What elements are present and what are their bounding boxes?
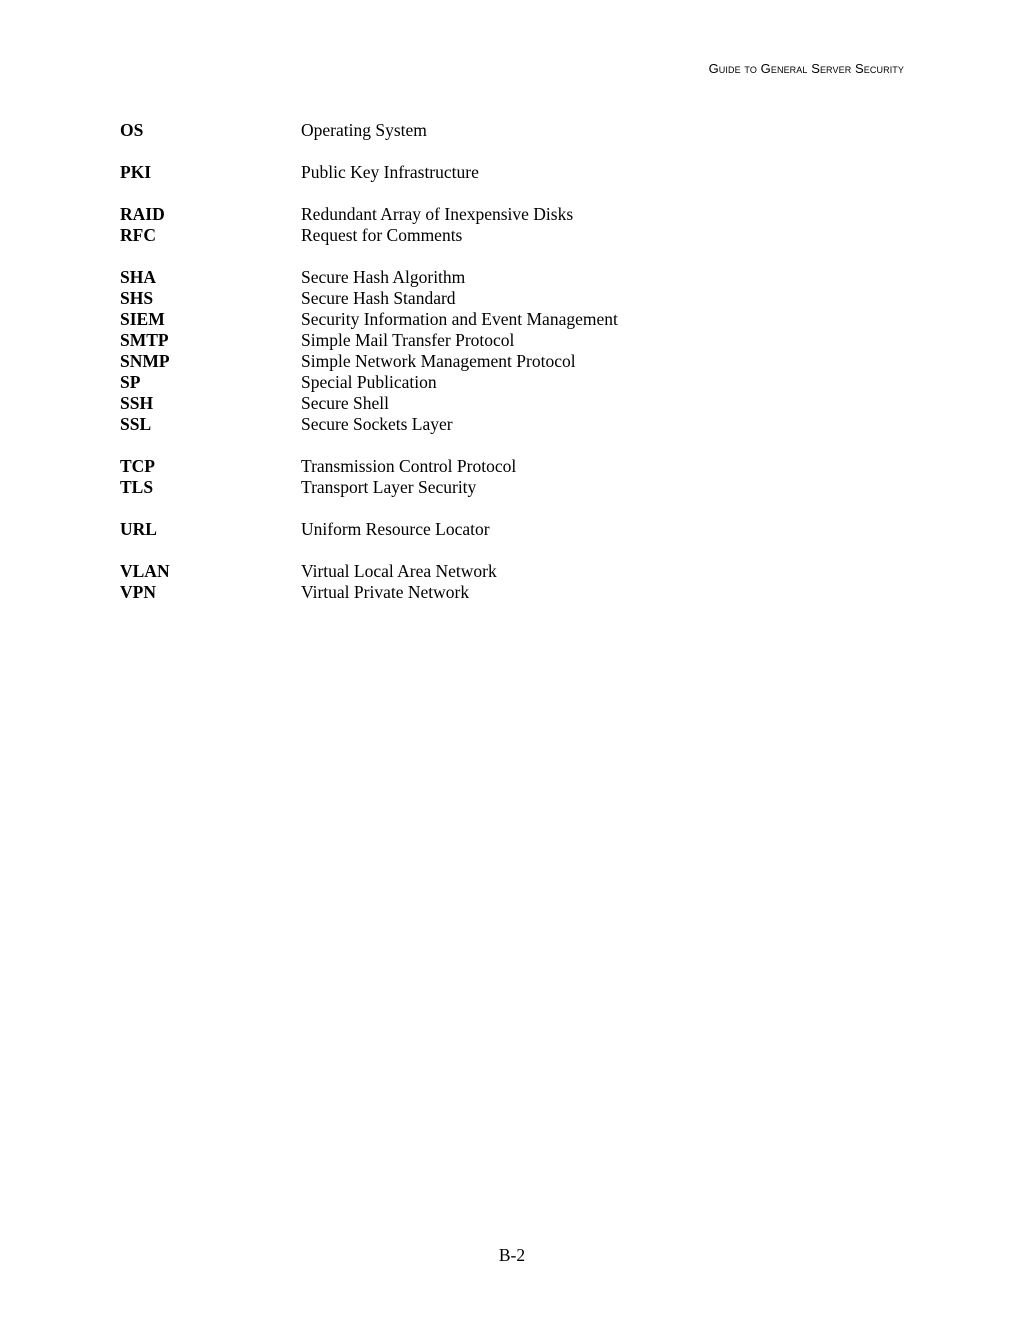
acronym-row [120, 414, 820, 435]
acronym-definition: Virtual Local Area Network [301, 561, 497, 581]
acronym-row [120, 288, 820, 309]
acronym-term: VLAN [120, 561, 170, 581]
acronym-definition: Secure Hash Standard [301, 288, 456, 308]
acronym-row [120, 456, 820, 477]
acronym-row [120, 267, 820, 288]
acronym-row [120, 120, 820, 141]
acronym-term: TLS [120, 477, 154, 497]
acronym-term: SNMP [120, 351, 170, 371]
acronym-row [120, 351, 820, 372]
acronym-definition: Secure Sockets Layer [301, 414, 453, 434]
acronym-term: RFC [120, 225, 156, 245]
acronym-group [120, 456, 820, 498]
acronym-definition: Transport Layer Security [301, 477, 477, 497]
acronym-group [120, 162, 820, 183]
acronym-row [120, 519, 820, 540]
acronym-term: SSL [120, 414, 152, 434]
acronym-definition: Special Publication [301, 372, 437, 392]
running-header: Guide to General Server Security [708, 61, 904, 76]
acronym-definition: Simple Network Management Protocol [301, 351, 576, 371]
acronym-row [120, 204, 820, 225]
acronym-term: SHA [120, 267, 156, 287]
acronym-term: PKI [120, 162, 152, 182]
acronym-row [120, 582, 820, 603]
acronym-list [120, 120, 820, 624]
acronym-row [120, 225, 820, 246]
acronym-term: SSH [120, 393, 154, 413]
acronym-definition: Secure Shell [301, 393, 389, 413]
page-number: B-2 [498, 1245, 526, 1265]
acronym-term: VPN [120, 582, 156, 602]
acronym-definition: Security Information and Event Management [301, 309, 618, 329]
acronym-definition: Virtual Private Network [301, 582, 470, 602]
acronym-row [120, 162, 820, 183]
acronym-row [120, 561, 820, 582]
acronym-row [120, 477, 820, 498]
acronym-group [120, 120, 820, 141]
acronym-group [120, 204, 820, 246]
acronym-row [120, 330, 820, 351]
acronym-group [120, 519, 820, 540]
acronym-definition: Redundant Array of Inexpensive Disks [301, 204, 574, 224]
acronym-term: RAID [120, 204, 165, 224]
acronym-group [120, 267, 820, 435]
acronym-definition: Uniform Resource Locator [301, 519, 490, 539]
acronym-term: SP [120, 372, 141, 392]
acronym-term: SMTP [120, 330, 169, 350]
acronym-definition: Request for Comments [301, 225, 463, 245]
acronym-group [120, 561, 820, 603]
acronym-term: OS [120, 120, 144, 140]
acronym-definition: Simple Mail Transfer Protocol [301, 330, 515, 350]
acronym-term: TCP [120, 456, 155, 476]
acronym-term: SHS [120, 288, 154, 308]
acronym-row [120, 309, 820, 330]
acronym-row [120, 372, 820, 393]
acronym-term: SIEM [120, 309, 165, 329]
acronym-definition: Public Key Infrastructure [301, 162, 479, 182]
acronym-row [120, 393, 820, 414]
acronym-definition: Secure Hash Algorithm [301, 267, 466, 287]
acronym-term: URL [120, 519, 157, 539]
acronym-definition: Transmission Control Protocol [301, 456, 517, 476]
acronym-definition: Operating System [301, 120, 427, 140]
